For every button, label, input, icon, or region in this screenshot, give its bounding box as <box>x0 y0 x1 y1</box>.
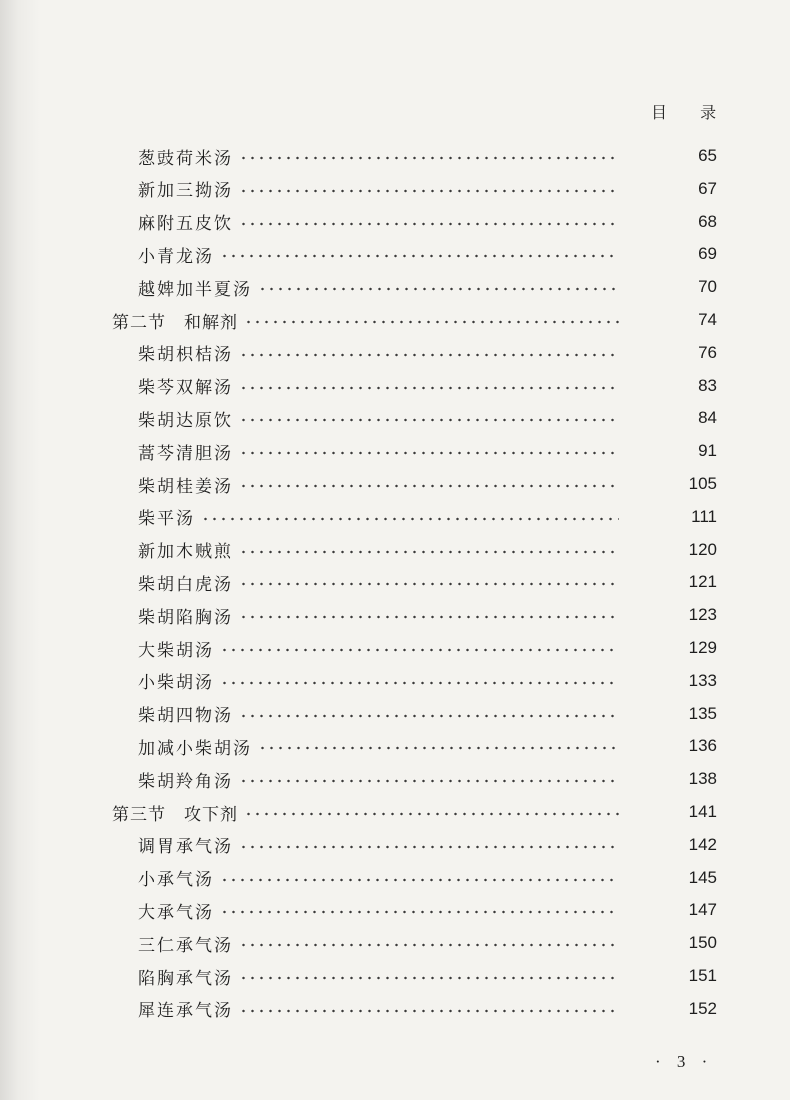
toc-page-number: 91 <box>698 441 717 461</box>
toc-entry-title: 柴胡四物汤 <box>138 706 233 727</box>
toc-page-number: 123 <box>688 605 717 625</box>
dot-leader <box>220 668 619 694</box>
toc-entry-row <box>0 537 790 563</box>
toc-section-name: 攻下剂 <box>184 804 238 825</box>
toc-entry-row <box>0 865 790 891</box>
toc-page-number: 65 <box>698 146 717 165</box>
toc-section-number: 第二节 <box>112 312 166 333</box>
dot-leader <box>239 340 619 366</box>
dot-leader <box>239 209 619 235</box>
toc-entry-title: 新加三拗汤 <box>138 181 233 202</box>
toc-entry-row <box>0 733 790 759</box>
toc-entry-title: 柴胡羚角汤 <box>138 771 233 792</box>
toc-entry-title: 犀连承气汤 <box>138 1001 233 1022</box>
toc-entry-title: 三仁承气汤 <box>138 935 233 956</box>
toc-page-number-cell <box>627 146 717 166</box>
toc-entry-title: 加减小柴胡汤 <box>138 738 252 759</box>
toc-entry-row <box>0 996 790 1022</box>
toc-entry-title: 蒿芩清胆汤 <box>138 443 233 464</box>
dot-leader <box>239 963 619 989</box>
toc-page-number: 84 <box>698 408 717 428</box>
toc-entry-title: 柴胡达原饮 <box>138 410 233 431</box>
toc-page-number-cell <box>627 769 717 789</box>
toc-entry-row <box>0 405 790 431</box>
toc-page-number-cell <box>627 802 717 822</box>
toc-page-number: 142 <box>688 834 717 854</box>
toc-entry-title: 柴平汤 <box>138 509 195 530</box>
dot-leader <box>244 799 619 825</box>
toc-page-number-cell <box>627 868 717 888</box>
toc-page-number: 120 <box>688 539 717 559</box>
toc-page-number-cell <box>627 441 717 461</box>
toc-page-number: 69 <box>698 244 717 264</box>
dot-leader <box>239 569 619 595</box>
toc-page-number: 129 <box>688 638 717 657</box>
toc-entry-row <box>0 701 790 727</box>
toc-section-title <box>112 800 244 825</box>
toc-page-number-cell <box>627 704 717 724</box>
dot-leader <box>239 373 619 399</box>
toc-page-number: 67 <box>698 178 717 198</box>
dot-leader <box>258 733 619 759</box>
dot-leader <box>244 307 619 333</box>
dot-leader <box>239 471 619 497</box>
toc-entry-title: 柴胡陷胸汤 <box>138 607 233 628</box>
toc-entry-row <box>0 373 790 399</box>
toc-section-name: 和解剂 <box>184 312 238 333</box>
toc-page-number: 105 <box>688 474 717 493</box>
toc-page-number: 136 <box>688 736 717 756</box>
toc-entry-title: 柴胡白虎汤 <box>138 574 233 595</box>
dot-leader <box>239 176 619 202</box>
toc-page-number: 70 <box>698 277 717 297</box>
toc-page-number-cell <box>627 474 717 494</box>
toc-section-number: 第三节 <box>112 804 166 825</box>
toc-entry-title: 麻附五皮饮 <box>138 214 233 235</box>
toc-entry-row <box>0 209 790 235</box>
toc-page-number-cell <box>627 900 717 920</box>
toc-entry-title: 新加木贼煎 <box>138 542 233 563</box>
toc-page-number-cell <box>627 310 717 330</box>
toc-entry-row <box>0 176 790 202</box>
page-number: · 3 · <box>655 1052 714 1071</box>
dot-leader <box>239 701 619 727</box>
toc-page-number-cell <box>627 179 717 199</box>
toc-page-number-cell <box>627 212 717 232</box>
toc-section-row <box>0 799 790 825</box>
toc-entry-title: 葱豉荷米汤 <box>138 148 233 169</box>
toc-entry-row <box>0 274 790 300</box>
dot-leader <box>239 832 619 858</box>
toc-page-number: 151 <box>688 966 717 985</box>
toc-page-number: 135 <box>688 703 717 723</box>
toc-entry-row <box>0 602 790 628</box>
toc-entry-row <box>0 143 790 169</box>
dot-leader <box>239 996 619 1022</box>
dot-leader <box>239 602 619 628</box>
toc-entry-title: 小承气汤 <box>138 870 214 891</box>
dot-leader <box>239 537 619 563</box>
toc-page-number-cell <box>627 671 717 691</box>
toc-entry-row <box>0 897 790 923</box>
toc-entry-title: 柴胡桂姜汤 <box>138 476 233 497</box>
dot-leader <box>220 241 619 267</box>
toc-entry-title: 越婢加半夏汤 <box>138 279 252 300</box>
toc-page-number-cell <box>627 638 717 658</box>
dot-leader <box>220 635 619 661</box>
toc-entry-row <box>0 471 790 497</box>
running-head: 目 录 <box>651 103 731 122</box>
toc-entry-row <box>0 241 790 267</box>
toc-section-title <box>112 308 244 333</box>
toc-page-number-cell <box>627 605 717 625</box>
toc-page-number-cell <box>627 540 717 560</box>
toc-page-number: 141 <box>688 802 717 821</box>
dot-leader <box>201 504 619 530</box>
toc-page-number-cell <box>627 376 717 396</box>
dot-leader <box>239 143 619 169</box>
toc-entry-title: 小青龙汤 <box>138 246 214 267</box>
toc-page-number-cell <box>627 343 717 363</box>
toc-entry-row <box>0 340 790 366</box>
toc-entry-row <box>0 963 790 989</box>
toc-entry-title: 柴胡枳桔汤 <box>138 345 233 366</box>
toc-entry-title: 小柴胡汤 <box>138 673 214 694</box>
toc-page-number: 133 <box>688 670 717 690</box>
toc-page-number: 147 <box>688 900 717 920</box>
toc-page-number-cell <box>627 572 717 592</box>
toc-entry-title: 大柴胡汤 <box>138 640 214 661</box>
toc-page-number: 68 <box>698 211 717 231</box>
toc-page-number: 150 <box>688 933 717 953</box>
toc-entry-row <box>0 766 790 792</box>
dot-leader <box>239 405 619 431</box>
dot-leader <box>220 897 619 923</box>
toc-page-number: 145 <box>688 867 717 887</box>
dot-leader <box>239 930 619 956</box>
toc-page-number: 121 <box>688 572 717 592</box>
toc-entry-title: 大承气汤 <box>138 902 214 923</box>
toc-page-number: 111 <box>691 506 717 526</box>
toc-entry-row <box>0 504 790 530</box>
toc-section-row <box>0 307 790 333</box>
toc-entry-title: 调胃承气汤 <box>138 837 233 858</box>
dot-leader <box>239 438 619 464</box>
toc-page-number-cell <box>627 736 717 756</box>
toc-page-number: 152 <box>688 998 717 1018</box>
toc-page-number-cell <box>627 999 717 1019</box>
toc-page-number-cell <box>627 835 717 855</box>
toc-entry-row <box>0 668 790 694</box>
toc-entry-title: 柴芩双解汤 <box>138 378 233 399</box>
dot-leader <box>239 766 619 792</box>
toc-page-number-cell <box>627 408 717 428</box>
toc-page-number: 74 <box>698 310 717 329</box>
toc-entry-row <box>0 930 790 956</box>
toc-page-number: 138 <box>688 769 717 789</box>
toc-page-number: 83 <box>698 375 717 395</box>
dot-leader <box>220 865 619 891</box>
toc-page-number-cell <box>627 277 717 297</box>
toc-entry-title: 陷胸承气汤 <box>138 968 233 989</box>
toc-entry-row <box>0 569 790 595</box>
toc-page-number-cell <box>627 507 717 527</box>
toc-entry-row <box>0 438 790 464</box>
toc-page-number-cell <box>627 966 717 986</box>
toc-page-number: 76 <box>698 342 717 362</box>
toc-page-number-cell <box>627 933 717 953</box>
toc-entry-row <box>0 635 790 661</box>
toc-entry-row <box>0 832 790 858</box>
dot-leader <box>258 274 619 300</box>
toc-page-number-cell <box>627 244 717 264</box>
